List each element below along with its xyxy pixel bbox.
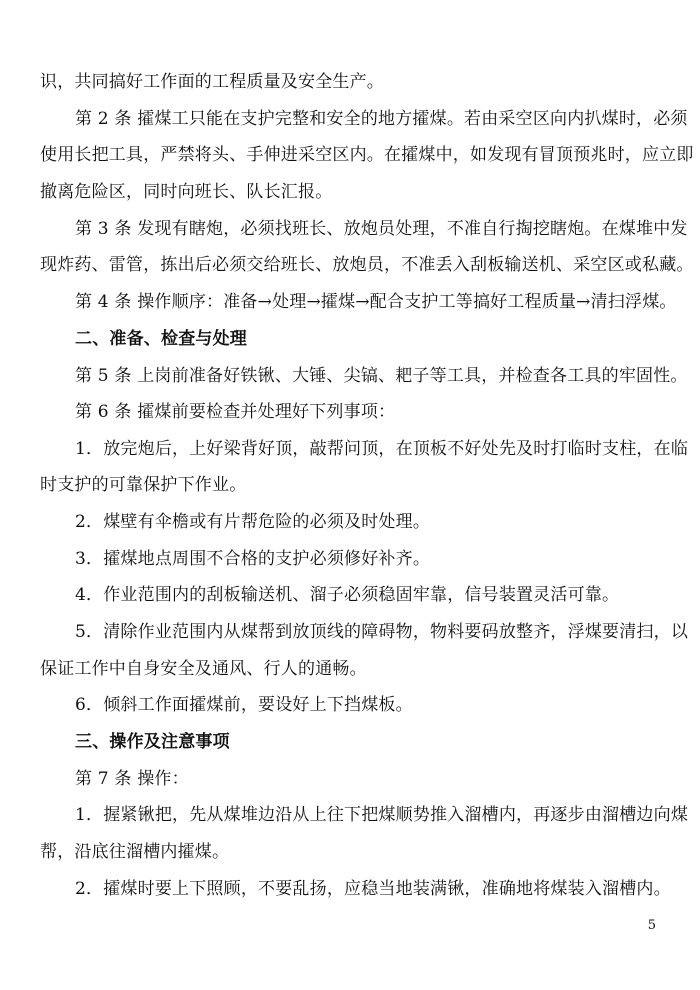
text-line: 第 5 条 上岗前准备好铁锹、大锤、尖镐、耙子等工具，并检查各工具的牢固性。 — [75, 366, 688, 386]
text-line: 3．攉煤地点周围不合格的支护必须修好补齐。 — [75, 549, 431, 569]
text-line: 6．倾斜工作面攉煤前，要设好上下挡煤板。 — [75, 695, 413, 715]
text-line: 识，共同搞好工作面的工程质量及安全生产。 — [40, 72, 384, 92]
text-line: 第 7 条 操作： — [75, 769, 189, 789]
section-heading: 三、操作及注意事项 — [75, 732, 230, 752]
text-line: 第 3 条 发现有瞎炮，必须找班长、放炮员处理，不准自行掏挖瞎炮。在煤堆中发 — [75, 219, 688, 239]
text-line: 2．攉煤时要上下照顾，不要乱扬，应稳当地装满锹，准确地将煤装入溜槽内。 — [75, 879, 671, 899]
text-line: 1．放完炮后，上好梁背好顶，敲帮问顶，在顶板不好处先及时打临时支柱，在临 — [75, 439, 689, 459]
text-line: 撤离危险区，同时向班长、队长汇报。 — [40, 182, 333, 202]
text-line: 保证工作中自身安全及通风、行人的通畅。 — [40, 659, 367, 679]
text-line: 时支护的可靠保护下作业。 — [40, 475, 247, 495]
text-line: 使用长把工具，严禁将头、手伸进采空区内。在攉煤中，如发现有冒顶预兆时，应立即 — [40, 145, 694, 165]
text-line: 现炸药、雷管，拣出后必须交给班长、放炮员，不准丢入刮板输送机、采空区或私藏。 — [40, 255, 694, 275]
text-line: 5．清除作业范围内从煤帮到放顶线的障碍物，物料要码放整齐，浮煤要清扫，以 — [75, 622, 689, 642]
text-line: 第 2 条 攉煤工只能在支护完整和安全的地方攉煤。若由采空区向内扒煤时，必须 — [75, 109, 688, 129]
page-number: 5 — [647, 918, 656, 933]
text-line: 第 6 条 攉煤前要检查并处理好下列事项： — [75, 402, 396, 422]
text-line: 4．作业范围内的刮板输送机、溜子必须稳固牢靠，信号装置灵活可靠。 — [75, 585, 620, 605]
text-line: 2．煤壁有伞檐或有片帮危险的必须及时处理。 — [75, 512, 431, 532]
text-line: 第 4 条 操作顺序：准备→处理→攉煤→配合支护工等搞好工程质量→清扫浮煤。 — [75, 292, 677, 312]
text-line: 帮，沿底往溜槽内攉煤。 — [40, 842, 230, 862]
section-heading: 二、准备、检查与处理 — [75, 329, 247, 349]
text-line: 1．握紧锹把，先从煤堆边沿从上往下把煤顺势推入溜槽内，再逐步由溜槽边向煤 — [75, 805, 689, 825]
